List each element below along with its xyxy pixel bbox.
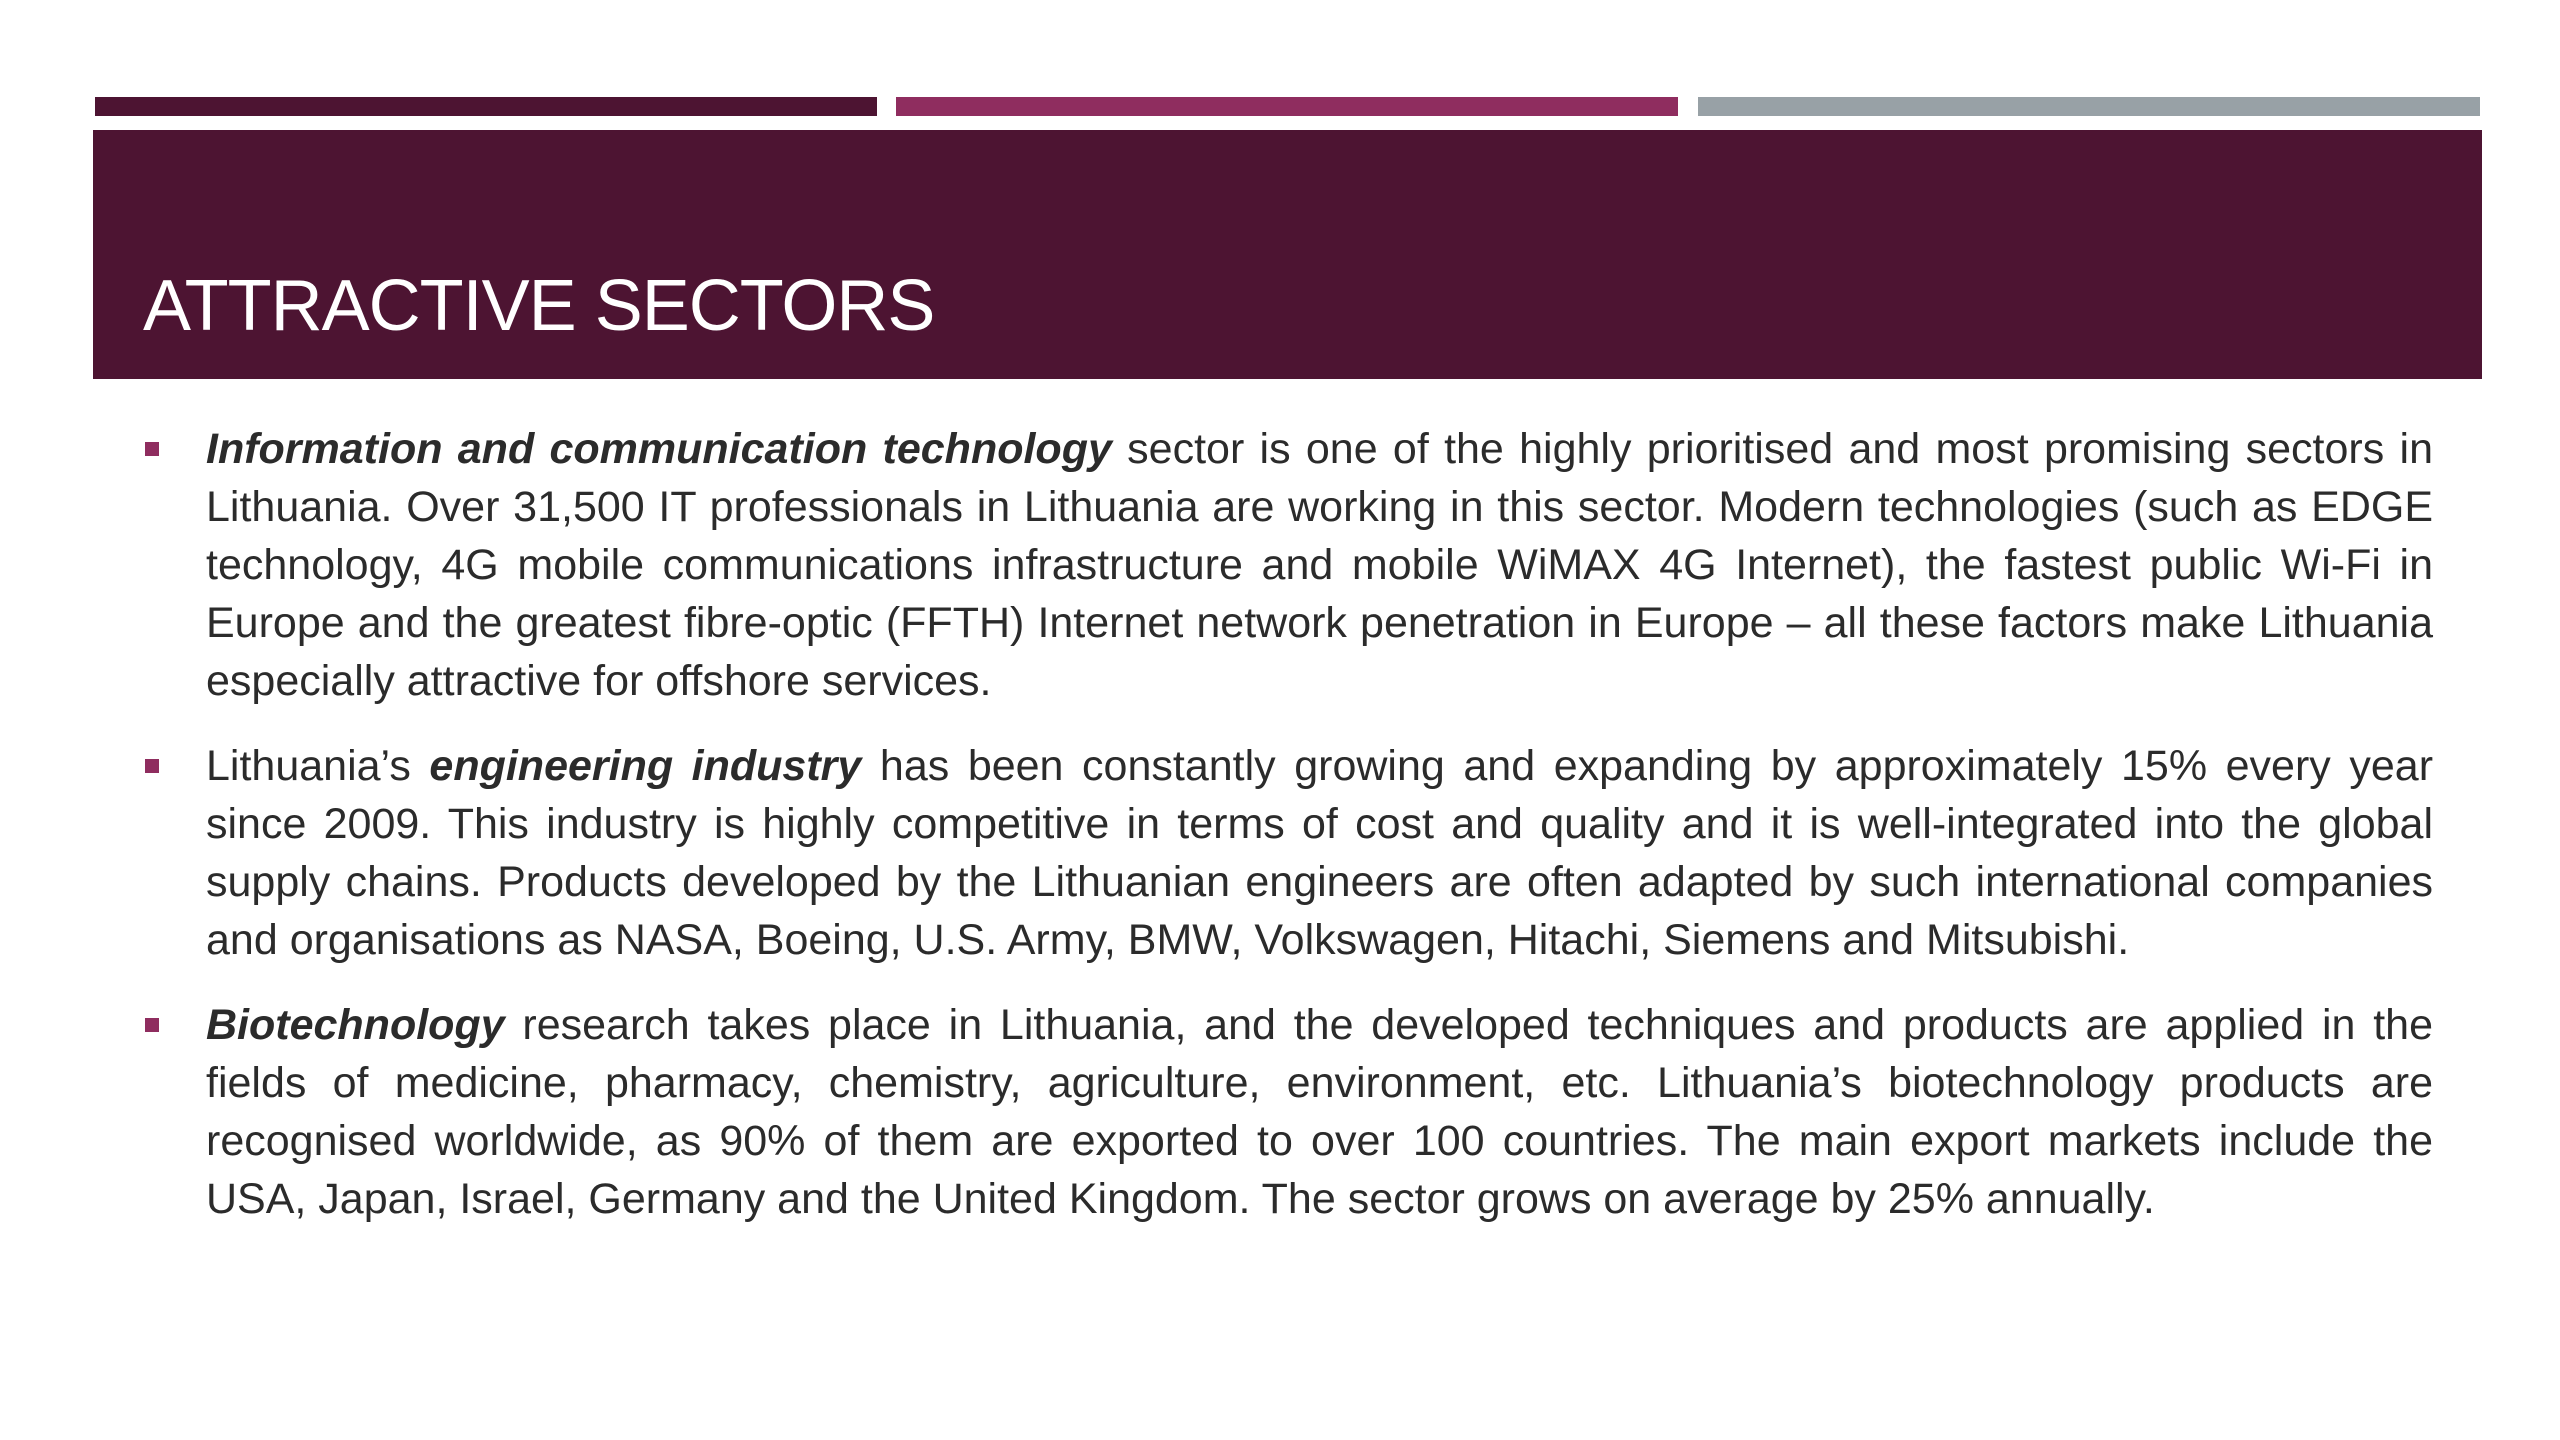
square-bullet-icon [145, 1018, 159, 1032]
accent-bar-magenta [896, 97, 1678, 116]
bullet-ict [143, 420, 2433, 710]
accent-bar-dark [95, 97, 877, 116]
bullet-engineering-emphasis: engineering industry [429, 742, 862, 790]
bullet-engineering-pre: Lithuania’s [206, 742, 430, 790]
bullet-list [143, 420, 2433, 1255]
bullet-engineering [143, 737, 2433, 969]
accent-bar-gray [1698, 97, 2480, 116]
square-bullet-icon [145, 442, 159, 456]
bullet-ict-emphasis: Information and communication technology [206, 425, 1112, 473]
slide-title: ATTRACTIVE SECTORS [143, 266, 935, 346]
bullet-ict-text: sector is one of the highly prioritised and most promising sectors in Lithuania. Over 31,500 IT professionals in Lithuania are working in this sector. Modern technologies (such as EDGE technology, 4G mobile communications infrastructure and mobile WiMAX 4G Internet), the fastest public Wi-Fi in Europe and the greatest fibre-optic (FFTH) Internet network penetration in Europe – all these factors make Lithuania especially attractive for offshore services. [206, 425, 2433, 705]
bullet-biotechnology [143, 996, 2433, 1228]
title-band [93, 130, 2482, 379]
bullet-biotechnology-text: research takes place in Lithuania, and the developed techniques and products are applied in the fields of medicine, pharmacy, chemistry, agriculture, environment, etc. Lithuania’s biotechnology products are recognised worldwide, as 90% of them are exported to over 100 countries. The main export markets include the USA, Japan, Israel, Germany and the United Kingdom. The sector grows on average by 25% annually. [206, 1001, 2433, 1223]
bullet-biotechnology-emphasis: Biotechnology [206, 1001, 505, 1049]
square-bullet-icon [145, 759, 159, 773]
bullet-engineering-text: has been constantly growing and expanding by approximately 15% every year since 2009. This industry is highly competitive in terms of cost and quality and it is well-integrated into the global supply chains. Products developed by the Lithuanian engineers are often adapted by such international companies and organisations as NASA, Boeing, U.S. Army, BMW, Volkswagen, Hitachi, Siemens and Mitsubishi. [206, 742, 2434, 964]
